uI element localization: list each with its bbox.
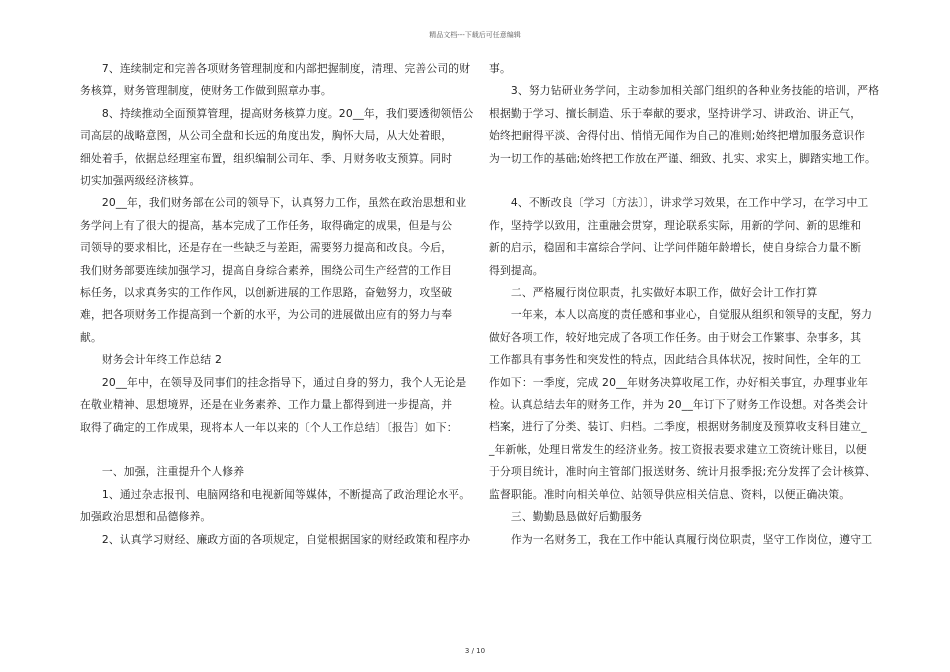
text-line: 始终把耐得平淡、舍得付出、悄悄无闻作为自己的准则;始终把增加服务意识作 — [489, 129, 865, 143]
text-line: 一、加强，注重提升个人修养 — [80, 465, 245, 479]
text-line: 我们财务部要连续加强学习，提高自身综合素养，围绕公司生产经营的工作目 — [80, 263, 453, 277]
text-line: 标任务，以求真务实的工作作风，以创新进展的工作思路，奋勉努力，攻坚破 — [80, 286, 453, 300]
text-line: 作为一名财务工，我在工作中能认真履行岗位职责，坚守工作岗位，遵守工 — [489, 532, 873, 546]
text-line: 档案，进行了分类、装订、归档。二季度，根据财务制度及预算收支科目建立_ — [489, 420, 867, 434]
text-line: 7、连续制定和完善各项财务管理制度和内部把握制度，清理、完善公司的财 — [80, 62, 471, 75]
text-line: 在敬业精神、思想境界，还是在业务素养、工作力量上都得到进一步提高，并 — [80, 398, 453, 412]
text-line: 根据勤于学习、擅长制造、乐于奉献的要求，坚持讲学习、讲政治、讲正气， — [489, 106, 862, 120]
text-line: 20__年，我们财务部在公司的领导下，认真努力工作，虽然在政治思想和业 — [80, 196, 467, 210]
text-line: 得到提高。 — [489, 263, 544, 277]
text-line: 4、不断改良〔学习〔方法〕〕，讲求学习效果，在工作中学习，在学习中工 — [489, 196, 869, 210]
text-line: 司高层的战略意图，从公司全盘和长远的角度出发，胸怀大局，从大处着眼， — [80, 129, 453, 143]
text-line: 事。 — [489, 62, 511, 75]
text-line: _年新帐，处理日常发生的经济业务。按工资报表要求建立工资统计账目，以便 — [489, 442, 867, 456]
text-line — [489, 170, 873, 192]
text-line — [80, 439, 464, 461]
text-line: 新的启示，稳固和丰富综合学问、让学问伴随年龄增长，使自身综合力量不断 — [489, 241, 862, 255]
text-line: 细处着手，依据总经理室布置，组织编制公司年、季、月财务收支预算。同时 — [80, 151, 453, 165]
text-line: 2、认真学习财经、廉政方面的各项规定，自觉根据国家的财经政策和程序办 — [80, 532, 471, 546]
text-line: 做好各项工作，较好地完成了各项工作任务。由于财会工作繁事、杂事多，其 — [489, 330, 862, 344]
right-column — [489, 58, 880, 551]
text-line: 切实加强两级经济核算。 — [80, 174, 201, 188]
left-column — [80, 58, 474, 551]
text-line: 1、通过杂志报刊、电脑网络和电视新闻等媒体，不断提高了政治理论水平。 — [80, 487, 471, 501]
text-line: 司领导的要求相比，还是存在一些缺乏与差距，需要努力提高和改良。今后， — [80, 241, 453, 255]
text-line: 作，坚持学以致用，注重融会贯穿，理论联系实际，用新的学问、新的思维和 — [489, 218, 862, 232]
text-line: 三、勤勤恳恳做好后勤服务 — [489, 510, 643, 524]
text-line: 取得了确定的工作成果，现将本人一年以来的〔个人工作总结〕〔报告〕如下： — [80, 420, 458, 434]
page-number: 3 / 10 — [464, 647, 486, 655]
text-line: 3、努力钻研业务学问，主动参加相关部门组织的各种业务技能的培训，严格 — [489, 84, 880, 98]
text-line: 务学问上有了很大的提高，基本完成了工作任务，取得确定的成果，但是与公 — [80, 218, 453, 232]
text-line: 8、持续推动全面预算管理，提高财务核算力度。20__年，我们要透彻领悟公 — [80, 106, 474, 120]
text-line: 难，把各项财务工作提高到一个新的水平，为公司的进展做出应有的努力与奉 — [80, 308, 453, 322]
text-line: 务核算，财务管理制度，使财务工作做到照章办事。 — [80, 84, 332, 98]
text-line: 加强政治思想和品德修养。 — [80, 510, 212, 524]
text-line: 财务会计年终工作总结 2 — [80, 353, 222, 367]
text-line: 献。 — [80, 330, 102, 344]
text-line: 一年来，本人以高度的责任感和事业心，自觉服从组织和领导的支配，努力 — [489, 308, 873, 322]
text-line: 监督职能。准时向相关单位、站领导供应相关信息、资料，以便正确决策。 — [489, 487, 851, 501]
text-line: 检。认真总结去年的财务工作，并为 20__年订下了财务工作设想。对各类会计 — [489, 398, 869, 412]
text-line: 为一切工作的基础;始终把工作放在严谨、细致、扎实、求实上，脚踏实地工作。 — [489, 151, 876, 165]
text-line: 二、严格履行岗位职责，扎实做好本职工作，做好会计工作打算 — [489, 286, 818, 300]
page-header: 精品文档---下载后可任意编辑 — [429, 31, 521, 39]
text-line: 工作都具有事务性和突发性的特点，因此结合具体状况，按时间性，全年的工 — [489, 353, 862, 367]
text-line: 于分项目统计，准时向主管部门报送财务、统计月报季报;充分发挥了会计核算、 — [489, 465, 876, 479]
text-line: 作如下：一季度，完成 20__年财务决算收尾工作，办好相关事宜，办理事业年 — [489, 375, 869, 389]
text-line: 20__年中，在领导及同事们的挂念指导下，通过自身的努力，我个人无论是 — [80, 375, 467, 389]
